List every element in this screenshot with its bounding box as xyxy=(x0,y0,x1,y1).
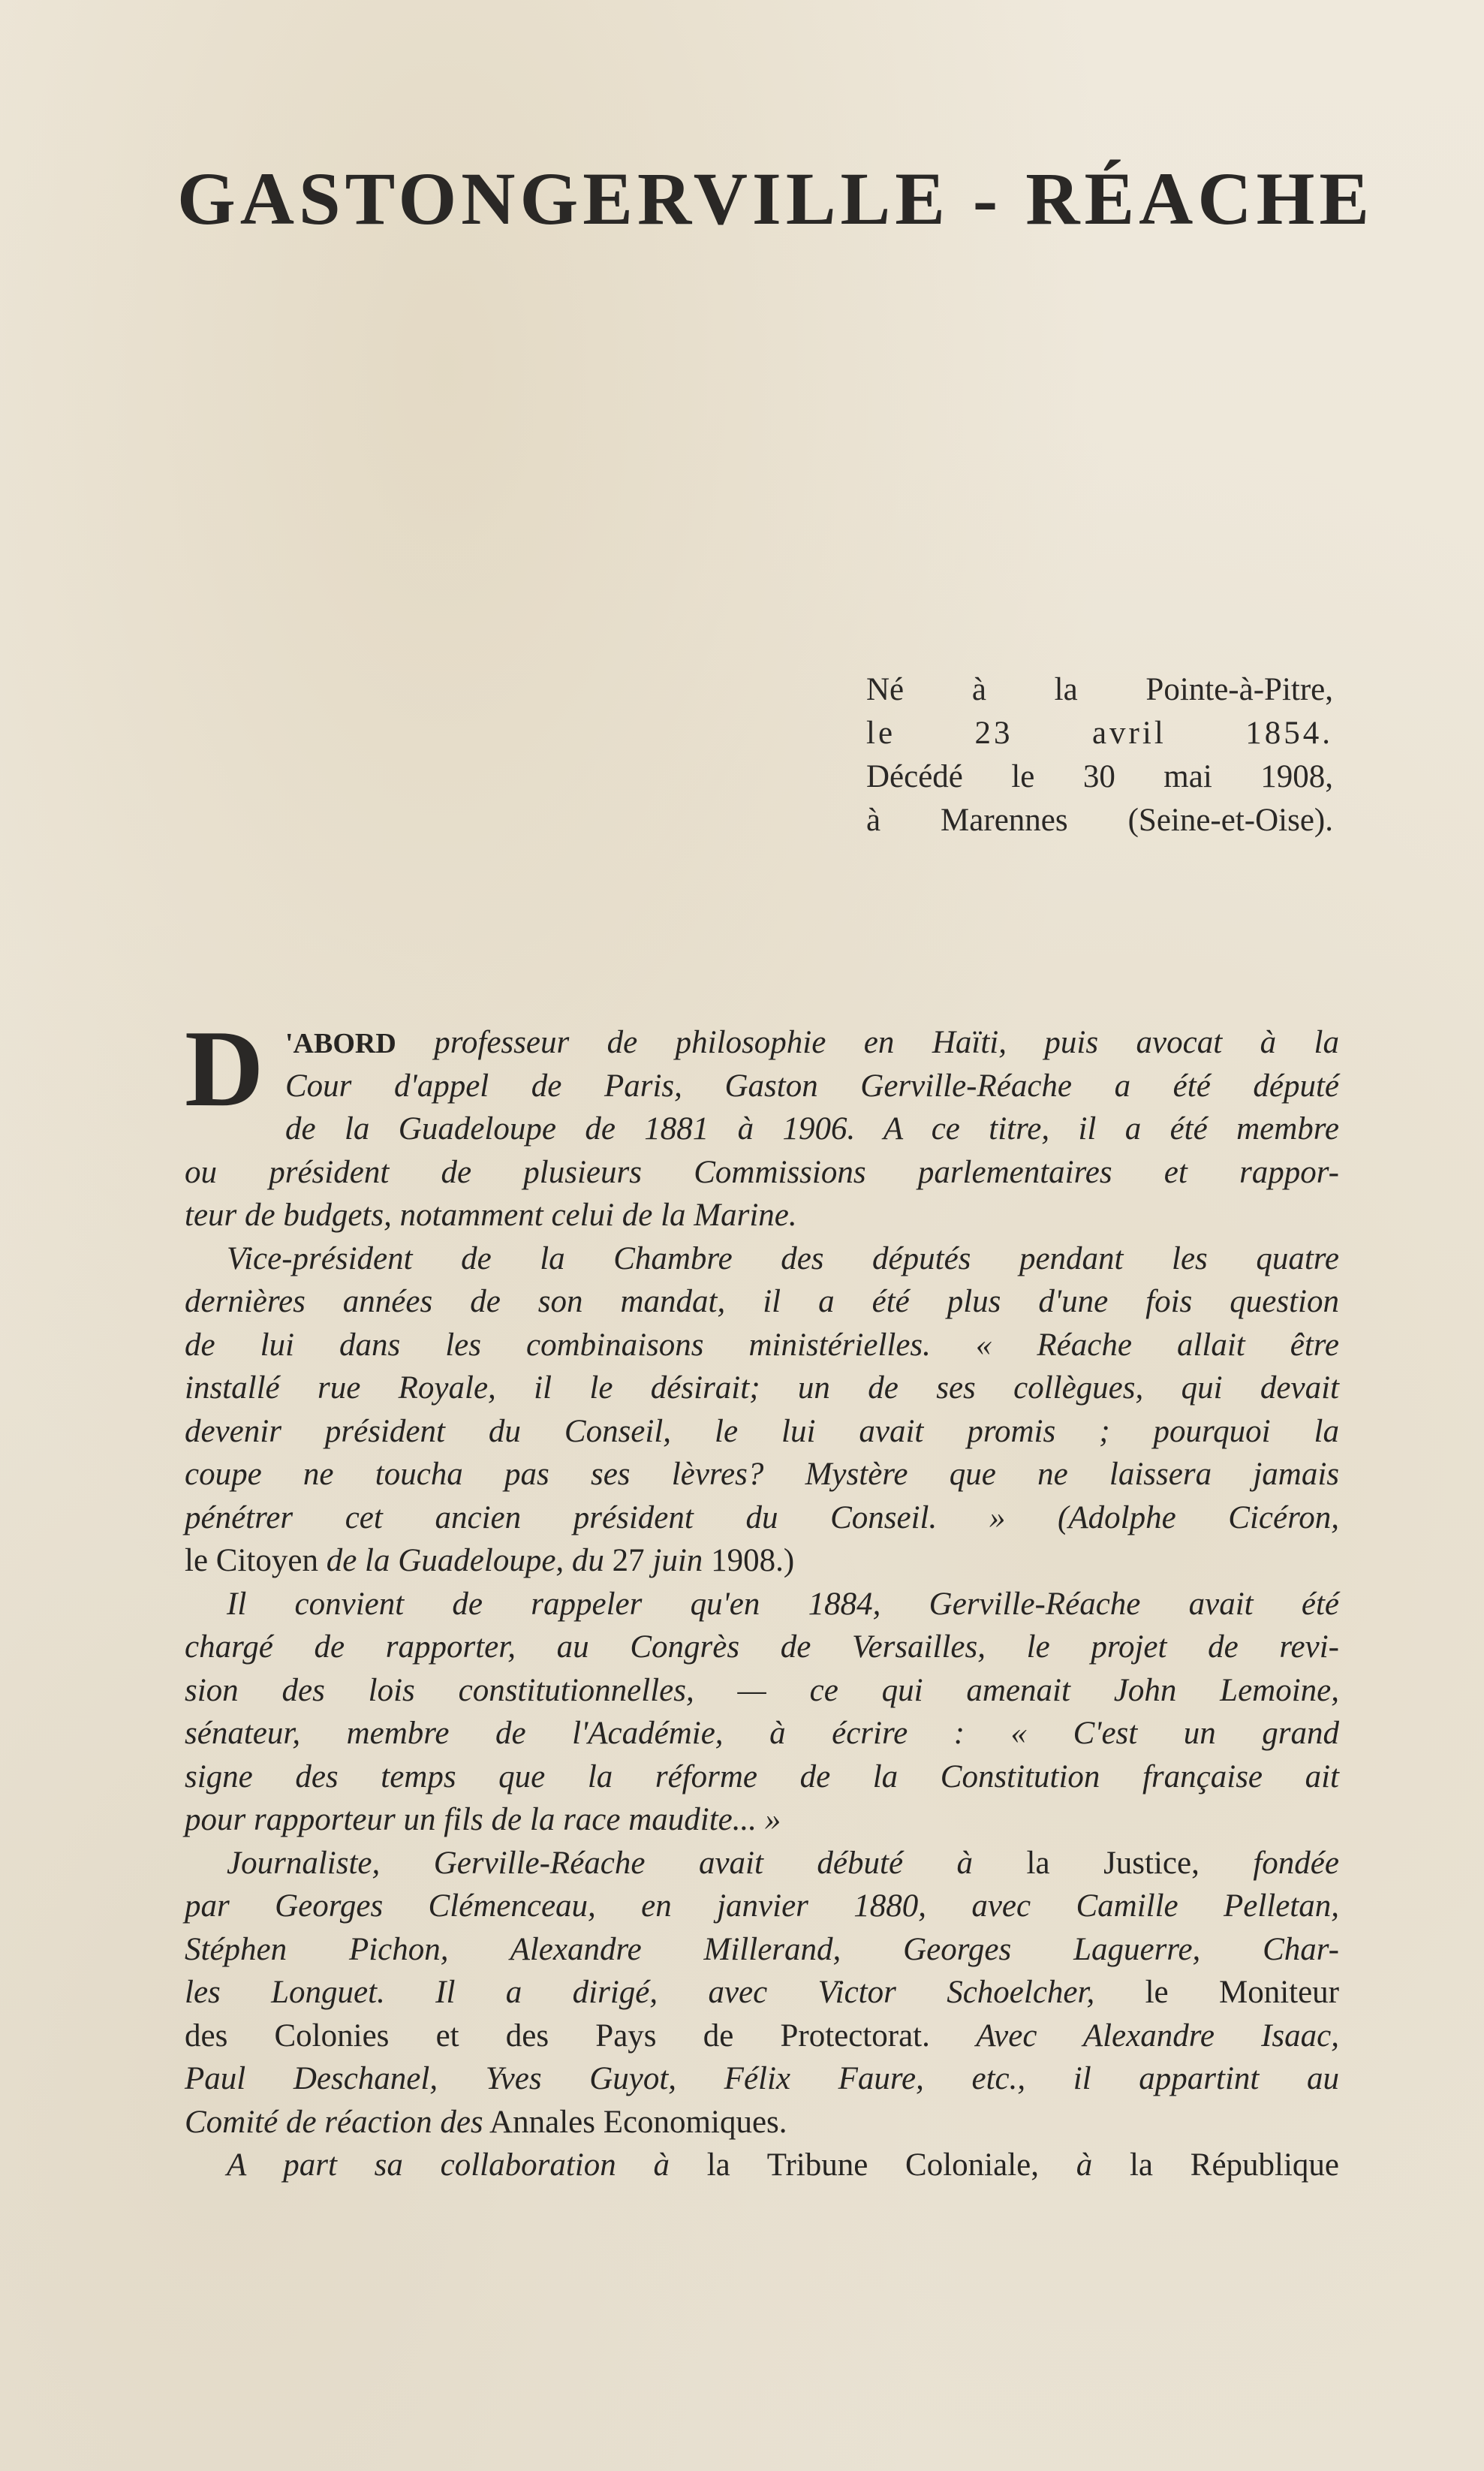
paragraph-3-line: pour rapporteur un fils de la race maudite... » xyxy=(185,1802,781,1837)
paragraph-4-line xyxy=(185,2057,1339,2101)
paragraph-2-line: installé rue Royale, il le désirait; un de ses collègues, qui devait xyxy=(185,1370,1339,1406)
paragraph-4-line xyxy=(185,1971,1339,2014)
text-roman: la Justice, xyxy=(973,1845,1200,1881)
paragraph-2-line: pénétrer cet ancien président du Conseil. » (Adolphe Cicéron, xyxy=(185,1499,1339,1535)
bio-death-place: à Marennes (Seine-et-Oise). xyxy=(866,803,1333,838)
paragraph-3-line: signe des temps que la réforme de la Constitution française ait xyxy=(185,1758,1339,1794)
text-italic: Avec Alexandre Isaac, xyxy=(929,2017,1339,2054)
biographical-note xyxy=(866,668,1333,842)
text-italic: juin xyxy=(652,1543,703,1578)
text-italic: à xyxy=(1039,2147,1093,2183)
paragraph-4-line xyxy=(185,1928,1339,1972)
text-italic: teur de budgets, notamment celui de la Marine. xyxy=(185,1198,797,1233)
paragraph-4-line xyxy=(185,2101,1339,2144)
bio-death-date: Décédé le 30 mai 1908, xyxy=(866,759,1333,794)
body-text xyxy=(185,1008,1340,2187)
title-last-name: GERVILLE - RÉACHE xyxy=(519,157,1374,240)
text-italic: Paul Deschanel, Yves Guyot, Félix Faure, etc., il appartint au xyxy=(185,2061,1339,2096)
text-italic: de la Guadeloupe, du xyxy=(326,1543,604,1578)
text-italic: Journaliste, Gerville-Réache avait débuté à xyxy=(227,1845,974,1881)
paragraph-1-line xyxy=(185,1107,1339,1151)
text-roman: 27 xyxy=(604,1543,653,1578)
text-italic: fondée xyxy=(1199,1845,1339,1881)
text-roman: la République xyxy=(1092,2147,1340,2183)
paragraph-2-line: Vice-président de la Chambre des députés pendant les quatre xyxy=(227,1240,1339,1276)
paragraph-2-line: devenir président du Conseil, le lui avait promis ; pourquoi la xyxy=(185,1413,1339,1449)
text-italic: ou président de plusieurs Commissions parlementaires et rappor- xyxy=(185,1154,1339,1190)
page-title xyxy=(177,150,1374,248)
text-italic: professeur de philosophie en Haïti, puis avocat à la xyxy=(396,1025,1339,1060)
paragraph-1-line xyxy=(185,1151,1339,1195)
text-italic: Comité de réaction des xyxy=(185,2104,483,2140)
text-roman: Annales Economiques. xyxy=(483,2104,787,2140)
text-italic: Cour d'appel de Paris, Gaston Gerville-Réache a été député xyxy=(285,1068,1339,1104)
text-roman: 1908.) xyxy=(703,1543,795,1578)
paragraph-1-line xyxy=(185,1021,1339,1065)
text-roman: le Citoyen xyxy=(185,1543,327,1578)
paragraph-2-line: de lui dans les combinaisons ministérielles. « Réache allait être xyxy=(185,1327,1339,1363)
bio-birth-date: le 23 avril 1854. xyxy=(866,716,1333,751)
paragraph-3-line: sénateur, membre de l'Académie, à écrire : « C'est un grand xyxy=(185,1716,1339,1751)
paragraph-2-line: dernières années de son mandat, il a été plus d'une fois question xyxy=(185,1284,1339,1319)
text-roman: des Colonies et des Pays de Protectorat. xyxy=(185,2017,930,2054)
paragraph-4-line xyxy=(185,2014,1339,2058)
drop-cap: D xyxy=(185,1008,264,1129)
text-italic: A part sa collaboration à xyxy=(227,2147,670,2183)
text-italic: Stéphen Pichon, Alexandre Millerand, Georges Laguerre, Char- xyxy=(185,1931,1339,1967)
paragraph-3-line: Il convient de rappeler qu'en 1884, Gerville-Réache avait été xyxy=(227,1586,1339,1622)
smallcaps-opening: 'ABORD xyxy=(285,1028,396,1059)
paragraph-2-line: coupe ne toucha pas ses lèvres? Mystère que ne laissera jamais xyxy=(185,1457,1339,1492)
paragraph-1-line xyxy=(185,1065,1339,1108)
text-italic: de la Guadeloupe de 1881 à 1906. A ce titre, il a été membre xyxy=(285,1111,1339,1147)
paragraph-4-line xyxy=(185,1885,1339,1928)
paragraph-1-line xyxy=(185,1194,1339,1237)
text-italic: par Georges Clémenceau, en janvier 1880, avec Camille Pelletan, xyxy=(185,1888,1339,1924)
text-roman: la Tribune Coloniale, xyxy=(669,2147,1039,2183)
paragraph-2-line xyxy=(185,1539,1339,1583)
paragraph-3-line: sion des lois constitutionnelles, — ce qui amenait John Lemoine, xyxy=(185,1672,1339,1708)
paragraph-3-line: chargé de rapporter, au Congrès de Versailles, le projet de revi- xyxy=(185,1629,1339,1665)
title-first-name: GASTON xyxy=(177,157,520,240)
bio-birth-place: Né à la Pointe-à-Pitre, xyxy=(866,672,1333,707)
paragraph-4-line xyxy=(185,1842,1339,1885)
text-roman: le Moniteur xyxy=(1094,1975,1339,2010)
text-italic: les Longuet. Il a dirigé, avec Victor Schoelcher, xyxy=(185,1975,1095,2010)
paragraph-5-line xyxy=(185,2144,1339,2187)
